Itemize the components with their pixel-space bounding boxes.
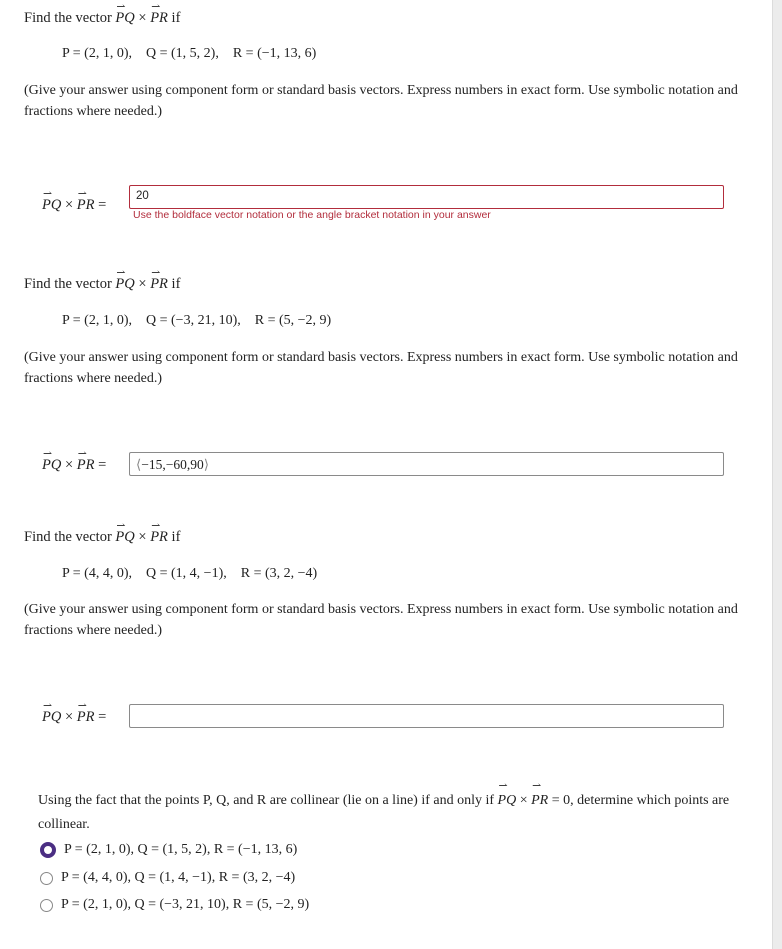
- problem-3-question: Find the vector ⇀ PQ × ⇀ PR if: [24, 520, 181, 545]
- problem-2-question: Find the vector ⇀ PQ × ⇀ PR if: [24, 267, 181, 292]
- problem-3-lhs: ⇀ PQ × ⇀ PR =: [42, 700, 107, 725]
- problem-2-instructions: (Give your answer using component form or standard basis vectors. Express numbers in exact form. Use symbolic notation and fractions where needed.): [24, 350, 738, 386]
- problem-1-error-message: Use the boldface vector notation or the angle bracket notation in your answer: [133, 209, 491, 221]
- angle-bracket-open: ⟨: [136, 457, 142, 472]
- problem-1-answer-input[interactable]: 20: [129, 185, 724, 209]
- problem-1-points: P = (2, 1, 0), Q = (1, 5, 2), R = (−1, 13, 6): [62, 46, 317, 61]
- radio-selected-icon[interactable]: [40, 842, 56, 858]
- problem-2-points: P = (2, 1, 0), Q = (−3, 21, 10), R = (5, −2, 9): [62, 313, 332, 328]
- angle-bracket-close: ⟩: [203, 457, 210, 472]
- collinear-option-3[interactable]: P = (2, 1, 0), Q = (−3, 21, 10), R = (5, −2, 9): [40, 897, 309, 913]
- problem-1-instructions: (Give your answer using component form or standard basis vectors. Express numbers in exact form. Use symbolic notation and fractions where needed.): [24, 83, 738, 119]
- problem-2-answer-value: −15,−60,90: [141, 457, 204, 472]
- collinear-option-1[interactable]: P = (2, 1, 0), Q = (1, 5, 2), R = (−1, 13, 6): [40, 842, 297, 858]
- problem-1-question: Find the vector ⇀ PQ × ⇀ PR if: [24, 1, 181, 26]
- problem-1-lhs: ⇀ PQ × ⇀ PR =: [42, 188, 107, 213]
- page-scrollbar-track[interactable]: [772, 0, 782, 949]
- problem-2-lhs: ⇀ PQ × ⇀ PR =: [42, 448, 107, 473]
- collinear-option-2[interactable]: P = (4, 4, 0), Q = (1, 4, −1), R = (3, 2, −4): [40, 870, 295, 886]
- problem-2-answer-input[interactable]: [129, 452, 724, 476]
- collinear-question: Using the fact that the points P, Q, and R are collinear (lie on a line) if and only if ⇀ PQ × ⇀ PR = 0, determine which points are collinear.: [38, 780, 730, 832]
- problem-3-instructions: (Give your answer using component form or standard basis vectors. Express numbers in exact form. Use symbolic notation and fractions where needed.): [24, 602, 738, 638]
- problem-3-answer-input[interactable]: [129, 704, 724, 728]
- radio-icon[interactable]: [40, 899, 53, 912]
- problem-3-points: P = (4, 4, 0), Q = (1, 4, −1), R = (3, 2, −4): [62, 566, 318, 581]
- radio-icon[interactable]: [40, 872, 53, 885]
